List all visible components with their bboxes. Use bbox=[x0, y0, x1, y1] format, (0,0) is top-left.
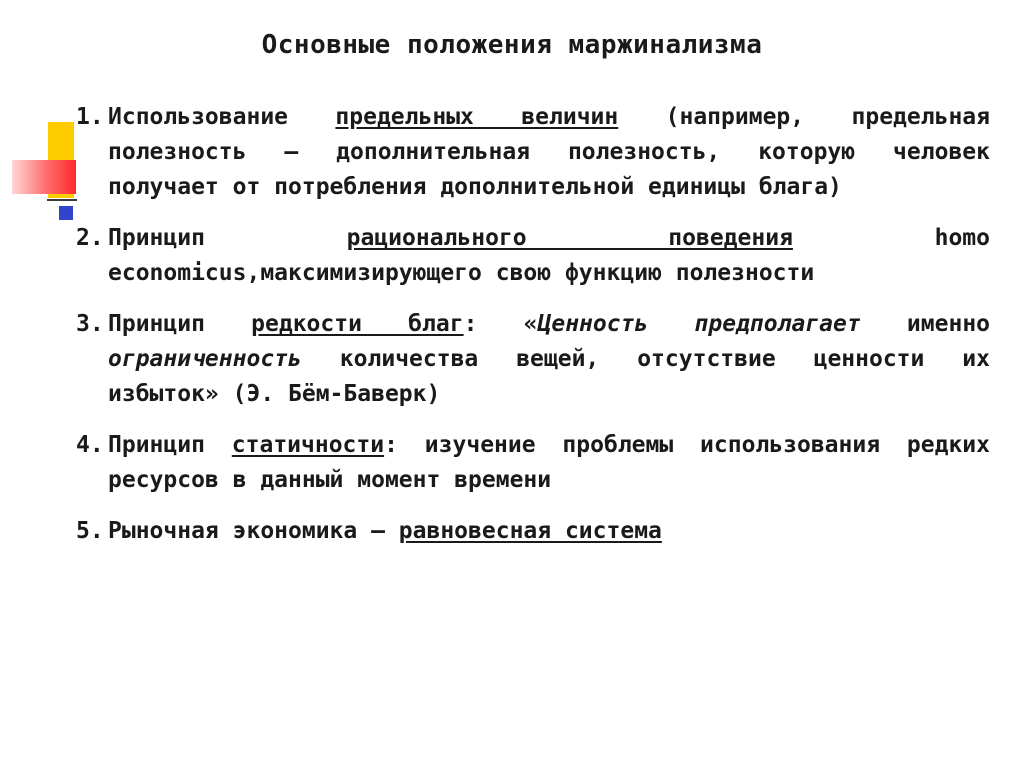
text-part: : « bbox=[463, 311, 538, 337]
text-part: Рыночная экономика – bbox=[108, 518, 399, 544]
decorative-blue-square bbox=[59, 206, 73, 220]
text-part: : изучение проблемы использования редких ресурсов в данный момент времени bbox=[108, 432, 990, 493]
list-item-4 bbox=[76, 428, 990, 498]
slide-title: Основные положения маржинализма bbox=[261, 30, 763, 60]
text-part: Использование bbox=[108, 104, 336, 130]
item-number: 4. bbox=[76, 432, 104, 458]
item-text bbox=[108, 221, 990, 291]
list-item-1 bbox=[76, 100, 990, 205]
quote-italic: ограниченность bbox=[108, 346, 302, 372]
quote-italic: Ценность предполагает bbox=[537, 311, 861, 337]
key-term: равновесная система bbox=[398, 518, 662, 544]
principles-list bbox=[76, 100, 990, 565]
item-number: 3. bbox=[76, 311, 104, 337]
text-part: количества вещей, отсутствие ценности их избыток» (Э. Бём-Баверк) bbox=[108, 346, 990, 407]
list-item-3 bbox=[76, 307, 990, 412]
text-part: Принцип bbox=[108, 432, 232, 458]
decorative-red-gradient-block bbox=[12, 160, 76, 194]
key-term: рационального поведения bbox=[346, 225, 793, 251]
key-term: редкости благ bbox=[251, 311, 464, 337]
text-part: Принцип bbox=[108, 225, 347, 251]
item-number: 5. bbox=[76, 518, 104, 544]
text-part: (например, предельная полезность – дополнительная полезность, которую человек получает от потребления дополнительной единицы блага) bbox=[108, 104, 990, 200]
text-part: homo economicus,максимизирующего свою функцию полезности bbox=[108, 225, 990, 286]
decorative-dark-line bbox=[47, 199, 77, 201]
item-text bbox=[108, 428, 990, 498]
item-number: 1. bbox=[76, 104, 104, 130]
item-text bbox=[108, 100, 990, 205]
key-term: статичности bbox=[231, 432, 385, 458]
item-number: 2. bbox=[76, 225, 104, 251]
item-text bbox=[108, 307, 990, 412]
list-item-2 bbox=[76, 221, 990, 291]
key-term: предельных величин bbox=[335, 104, 619, 130]
item-text bbox=[108, 514, 990, 549]
text-part: именно bbox=[860, 311, 991, 337]
list-item-5 bbox=[76, 514, 990, 549]
text-part: Принцип bbox=[108, 311, 252, 337]
